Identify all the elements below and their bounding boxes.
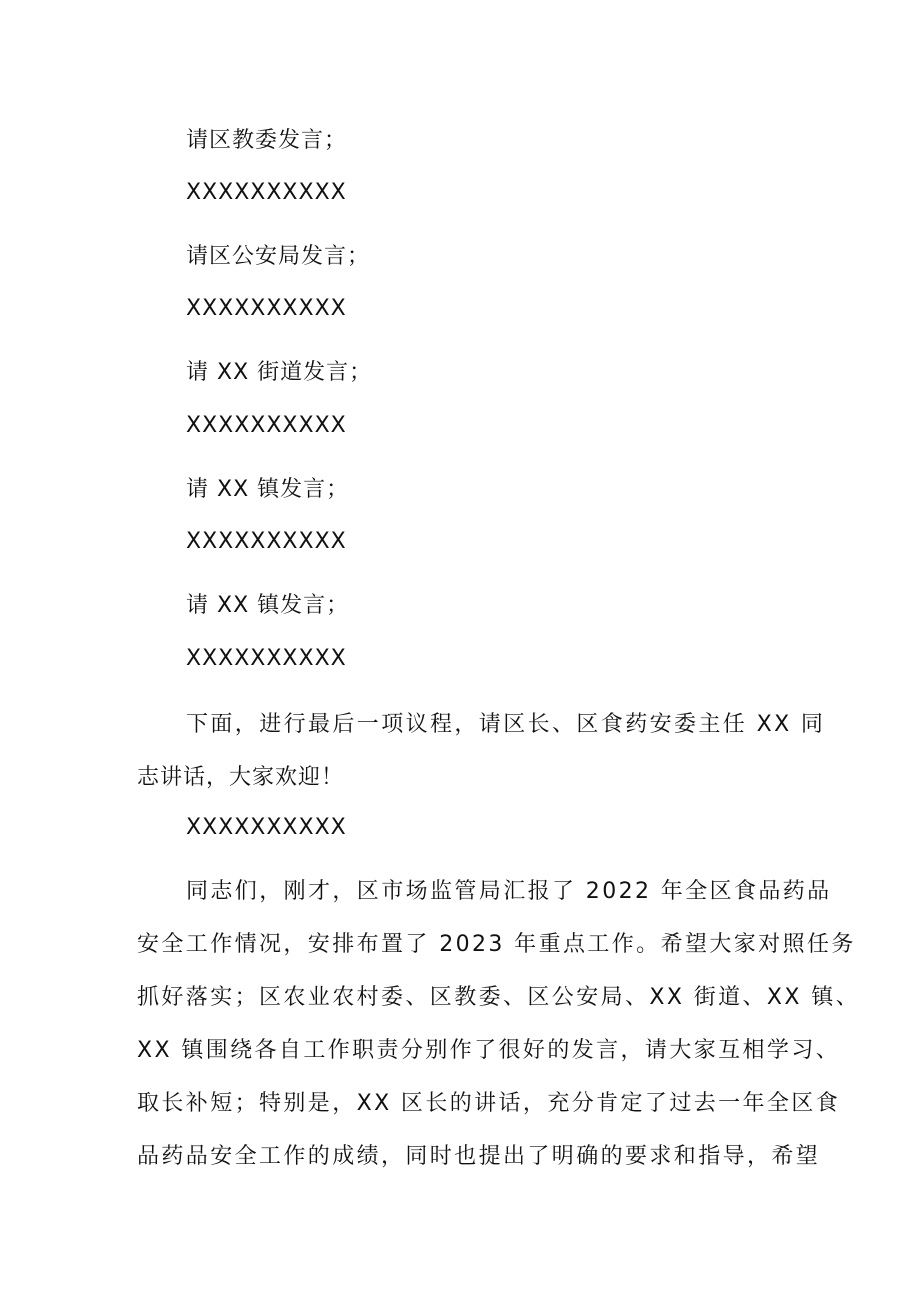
summary-line-1: 同志们，刚才，区市场监管局汇报了 2022 年全区食品药品	[186, 879, 832, 904]
speaker-request-public-security: 请区公安局发言；	[186, 244, 371, 269]
summary-line-6: 品药品安全工作的成绩，同时也提出了明确的要求和指导，希望	[137, 1144, 821, 1169]
final-agenda-line-2: 志讲话，大家欢迎！	[137, 765, 345, 790]
speaker-request-education: 请区教委发言；	[186, 128, 348, 153]
speaker-request-street: 请 XX 街道发言；	[186, 360, 373, 385]
placeholder-text: XXXXXXXXXX	[186, 413, 347, 438]
speaker-request-town-1: 请 XX 镇发言；	[186, 477, 350, 502]
separator-text: XXXXXXXXXX	[186, 815, 347, 840]
summary-line-4: XX 镇围绕各自工作职责分别作了很好的发言，请大家互相学习、	[137, 1038, 841, 1063]
placeholder-text: XXXXXXXXXX	[186, 296, 347, 321]
summary-line-3: 抓好落实；区农业农村委、区教委、区公安局、XX 街道、XX 镇、	[137, 985, 861, 1010]
final-agenda-line-1: 下面，进行最后一项议程，请区长、区食药安委主任 XX 同	[186, 712, 826, 737]
summary-line-5: 取长补短；特别是，XX 区长的讲话，充分肯定了过去一年全区食	[137, 1091, 841, 1116]
placeholder-text: XXXXXXXXXX	[186, 180, 347, 205]
speaker-request-town-2: 请 XX 镇发言；	[186, 593, 350, 618]
placeholder-text: XXXXXXXXXX	[186, 529, 347, 554]
placeholder-text: XXXXXXXXXX	[186, 646, 347, 671]
summary-line-2: 安全工作情况，安排布置了 2023 年重点工作。希望大家对照任务	[137, 932, 856, 957]
